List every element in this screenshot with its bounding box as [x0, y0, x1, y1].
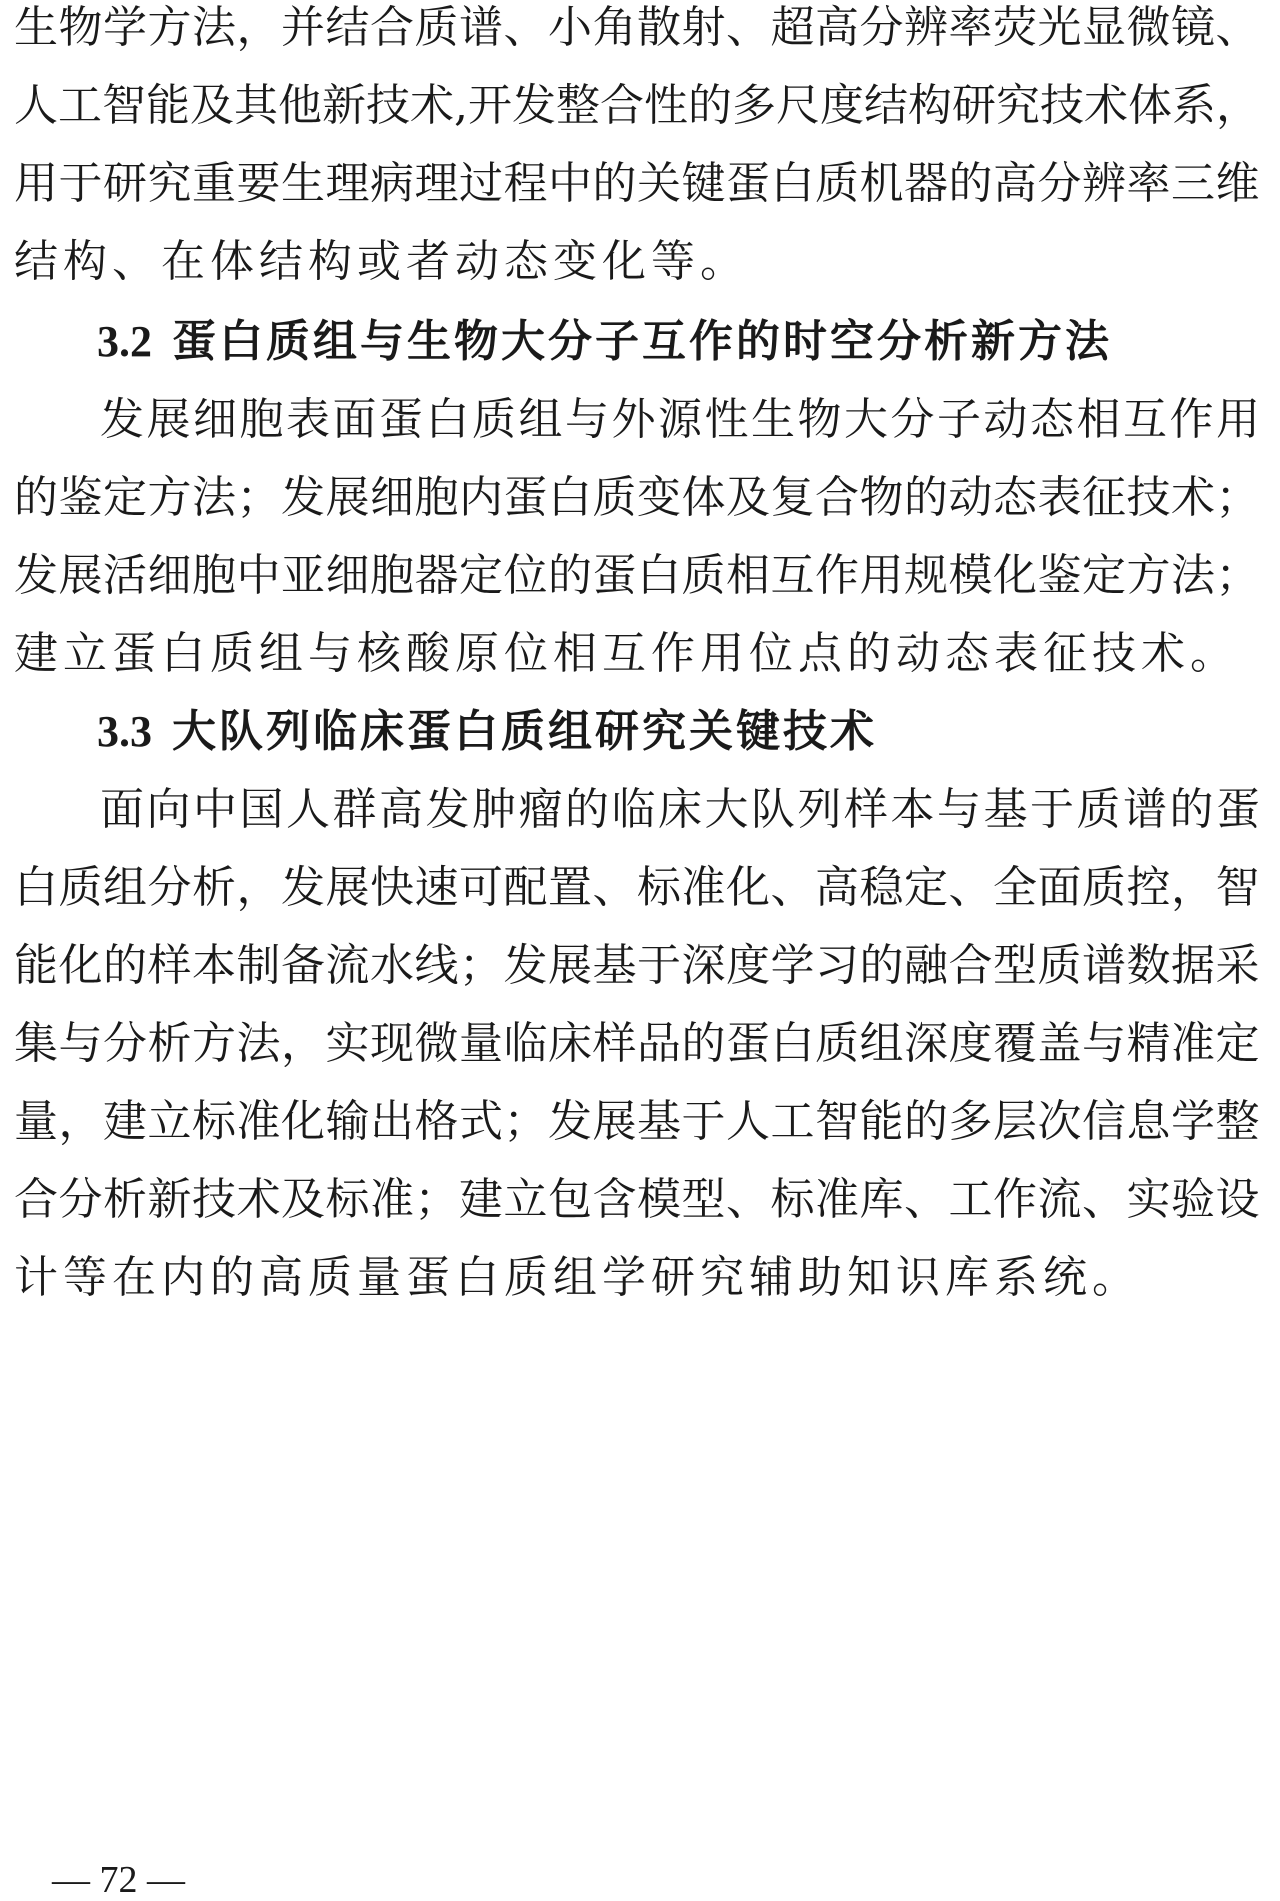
paragraph-line: 生物学方法，并结合质谱、小角散射、超高分辨率荧光显微镜、 [14, 2, 1260, 53]
paragraph-line: 集与分析方法，实现微量临床样品的蛋白质组深度覆盖与精准定 [14, 1018, 1260, 1069]
paragraph-line: 的鉴定方法；发展细胞内蛋白质变体及复合物的动态表征技术； [14, 472, 1260, 523]
paragraph-line: 合分析新技术及标准；建立包含模型、标准库、工作流、实验设 [14, 1174, 1260, 1225]
section-title: 蛋白质组与生物大分子互作的时空分析新方法 [172, 316, 1112, 367]
paragraph-line: 白质组分析，发展快速可配置、标准化、高稳定、全面质控，智 [14, 862, 1260, 913]
paragraph-line: 面向中国人群高发肿瘤的临床大队列样本与基于质谱的蛋 [100, 784, 1263, 835]
section-title: 大队列临床蛋白质组研究关键技术 [172, 706, 877, 757]
paragraph-line: 发展细胞表面蛋白质组与外源性生物大分子动态相互作用 [100, 394, 1263, 445]
page-number: — 72 — [52, 1859, 185, 1901]
paragraph-line: 计等在内的高质量蛋白质组学研究辅助知识库系统。 [14, 1252, 1141, 1303]
paragraph-line: 结构、在体结构或者动态变化等。 [14, 236, 749, 287]
paragraph-line: 人工智能及其他新技术,开发整合性的多尺度结构研究技术体系， [14, 80, 1260, 131]
section-3-2-heading [97, 314, 1112, 370]
section-3-3-heading [97, 704, 877, 760]
paragraph-line: 发展活细胞中亚细胞器定位的蛋白质相互作用规模化鉴定方法； [14, 550, 1260, 601]
paragraph-line: 量，建立标准化输出格式；发展基于人工智能的多层次信息学整 [14, 1096, 1260, 1147]
paragraph-line: 能化的样本制备流水线；发展基于深度学习的融合型质谱数据采 [14, 940, 1260, 991]
section-number: 3.2 [97, 317, 152, 366]
paragraph-line: 用于研究重要生理病理过程中的关键蛋白质机器的高分辨率三维 [14, 158, 1260, 209]
paragraph-line: 建立蛋白质组与核酸原位相互作用位点的动态表征技术。 [14, 628, 1239, 679]
section-number: 3.3 [97, 707, 152, 756]
